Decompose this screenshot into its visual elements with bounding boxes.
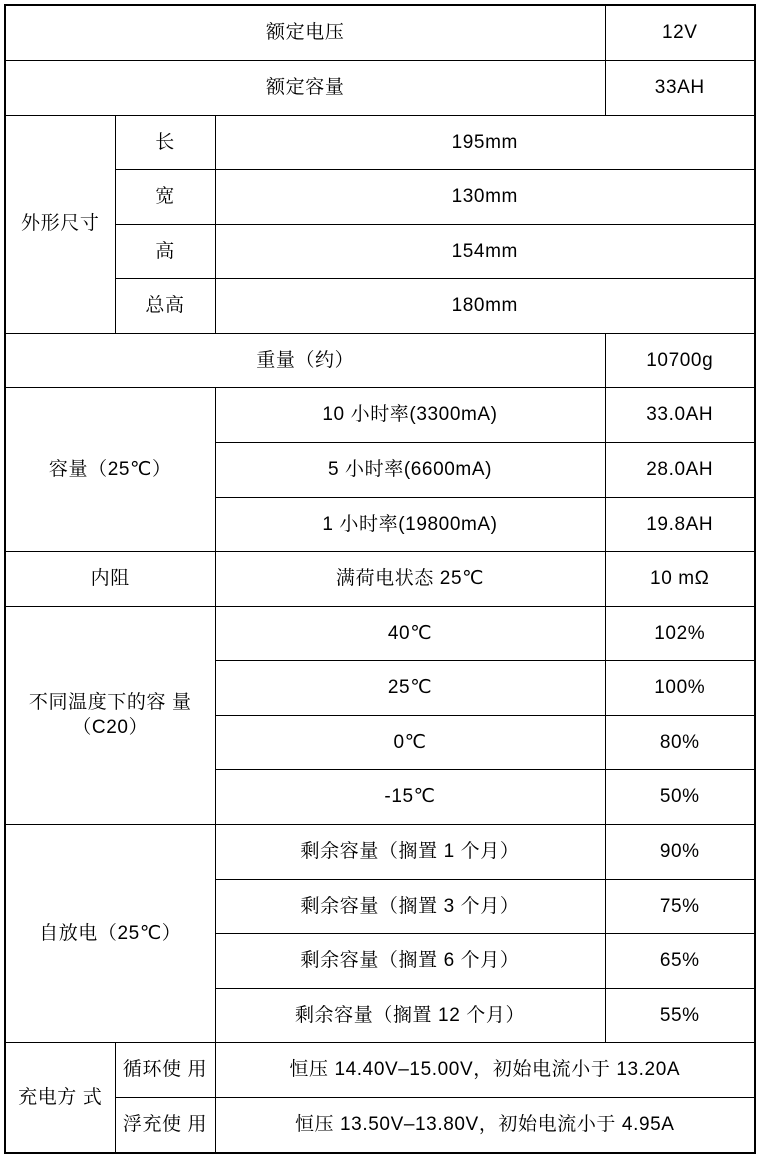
dimension-height-label: 高 bbox=[115, 224, 215, 279]
temperature-40-label: 40℃ bbox=[215, 606, 605, 661]
dimension-total-height-value: 180mm bbox=[215, 279, 755, 334]
table-row bbox=[5, 5, 755, 60]
temperature-minus15-value: 50% bbox=[605, 770, 755, 825]
self-discharge-6month-label: 剩余容量（搁置 6 个月） bbox=[215, 934, 605, 989]
capacity-rate-1h: 1 小时率(19800mA) bbox=[215, 497, 605, 552]
rated-voltage-label: 额定电压 bbox=[5, 5, 605, 60]
table-row bbox=[5, 1043, 755, 1098]
self-discharge-label: 自放电（25℃） bbox=[5, 825, 215, 1043]
cycle-use-value: 恒压 14.40V–15.00V，初始电流小于 13.20A bbox=[215, 1043, 755, 1098]
self-discharge-3month-value: 75% bbox=[605, 879, 755, 934]
table-row bbox=[5, 115, 755, 170]
temperature-0-label: 0℃ bbox=[215, 715, 605, 770]
rated-capacity-label: 额定容量 bbox=[5, 60, 605, 115]
dimension-length-label: 长 bbox=[115, 115, 215, 170]
float-use-value: 恒压 13.50V–13.80V，初始电流小于 4.95A bbox=[215, 1097, 755, 1153]
dimension-width-label: 宽 bbox=[115, 170, 215, 225]
self-discharge-12month-label: 剩余容量（搁置 12 个月） bbox=[215, 988, 605, 1043]
capacity-value-10h: 33.0AH bbox=[605, 388, 755, 443]
charge-method-label: 充电方 式 bbox=[5, 1043, 115, 1153]
internal-resistance-value: 10 mΩ bbox=[605, 552, 755, 607]
internal-resistance-label: 内阻 bbox=[5, 552, 215, 607]
cycle-use-label: 循环使 用 bbox=[115, 1043, 215, 1098]
rated-voltage-value: 12V bbox=[605, 5, 755, 60]
capacity-value-1h: 19.8AH bbox=[605, 497, 755, 552]
temperature-capacity-label: 不同温度下的容 量（C20） bbox=[5, 606, 215, 824]
table-row bbox=[5, 333, 755, 388]
weight-label: 重量（约） bbox=[5, 333, 605, 388]
self-discharge-3month-label: 剩余容量（搁置 3 个月） bbox=[215, 879, 605, 934]
temperature-25-label: 25℃ bbox=[215, 661, 605, 716]
dimension-length-value: 195mm bbox=[215, 115, 755, 170]
float-use-label: 浮充使 用 bbox=[115, 1097, 215, 1153]
table-row bbox=[5, 170, 755, 225]
capacity-rate-10h: 10 小时率(3300mA) bbox=[215, 388, 605, 443]
self-discharge-1month-value: 90% bbox=[605, 825, 755, 880]
dimensions-label: 外形尺寸 bbox=[5, 115, 115, 333]
dimension-width-value: 130mm bbox=[215, 170, 755, 225]
dimension-height-value: 154mm bbox=[215, 224, 755, 279]
table-row bbox=[5, 279, 755, 334]
table-row bbox=[5, 224, 755, 279]
rated-capacity-value: 33AH bbox=[605, 60, 755, 115]
temperature-25-value: 100% bbox=[605, 661, 755, 716]
battery-spec-table bbox=[4, 4, 756, 1154]
temperature-minus15-label: -15℃ bbox=[215, 770, 605, 825]
internal-resistance-condition: 满荷电状态 25℃ bbox=[215, 552, 605, 607]
temperature-40-value: 102% bbox=[605, 606, 755, 661]
capacity-label: 容量（25℃） bbox=[5, 388, 215, 552]
table-row bbox=[5, 388, 755, 443]
capacity-value-5h: 28.0AH bbox=[605, 443, 755, 498]
self-discharge-1month-label: 剩余容量（搁置 1 个月） bbox=[215, 825, 605, 880]
self-discharge-12month-value: 55% bbox=[605, 988, 755, 1043]
temperature-0-value: 80% bbox=[605, 715, 755, 770]
table-row bbox=[5, 552, 755, 607]
weight-value: 10700g bbox=[605, 333, 755, 388]
table-row bbox=[5, 606, 755, 661]
table-row bbox=[5, 60, 755, 115]
table-row bbox=[5, 825, 755, 880]
self-discharge-6month-value: 65% bbox=[605, 934, 755, 989]
capacity-rate-5h: 5 小时率(6600mA) bbox=[215, 443, 605, 498]
table-row bbox=[5, 1097, 755, 1153]
dimension-total-height-label: 总高 bbox=[115, 279, 215, 334]
